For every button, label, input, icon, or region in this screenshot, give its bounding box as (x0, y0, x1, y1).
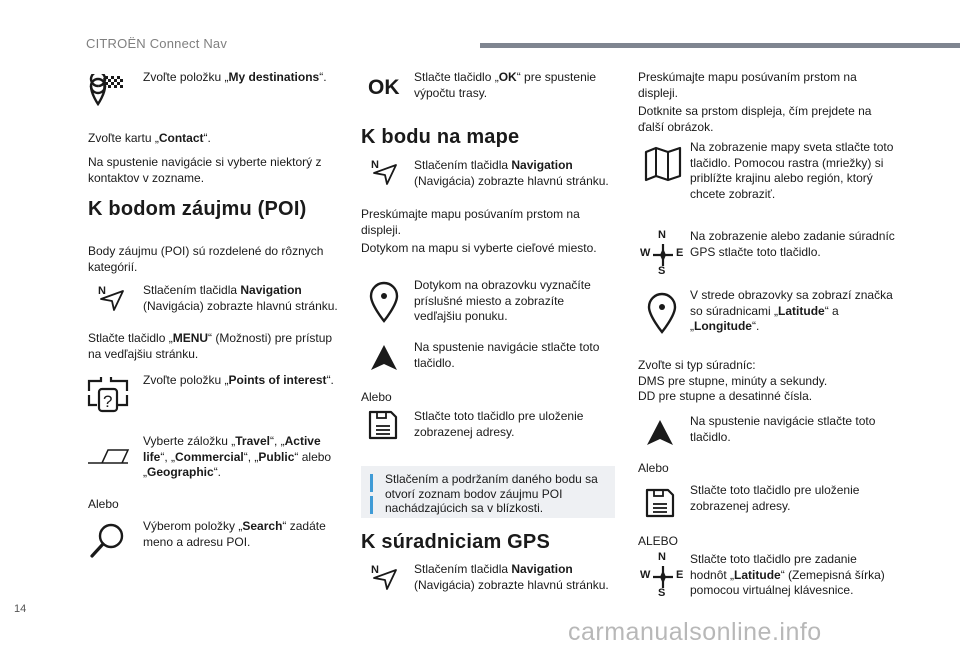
text-alebo-1: Alebo (88, 497, 119, 511)
text-navigation-button: Stlačením tlačidla Navigation (Navigácia) zobrazte hlavnú stránku. (143, 283, 338, 313)
text-navigation-button-2: Stlačením tlačidla Navigation (Navigácia) zobrazte hlavnú stránku. (414, 158, 609, 188)
compass-s-label: S (658, 265, 666, 277)
gps-compass-icon (640, 229, 686, 278)
text-save-address: Stlačte toto tlačidlo pre uloženie zobrazenej adresy. (414, 409, 584, 439)
svg-text:N: N (371, 564, 379, 576)
start-navigation-icon (369, 343, 399, 373)
info-note-marker (370, 496, 373, 514)
info-note-marker (370, 474, 373, 492)
text-start-navigation-2: Na spustenie navigácie stlačte toto tlačidlo. (690, 414, 876, 444)
tab-bar-icon (88, 446, 130, 466)
compass-s-label: S (658, 587, 666, 599)
world-map-icon (644, 146, 682, 182)
text-menu-button: Stlačte tlačidlo „MENU“ (Možnosti) pre prístup na vedľajšiu stránku. (88, 331, 333, 361)
svg-text:N: N (371, 159, 379, 171)
text-touch-next-image: Dotknite sa prstom displeja, čím prejdete na ďalší obrázok. (638, 104, 872, 134)
text-coordinate-type: Zvoľte si typ súradníc: DMS pre stupne, minúty a sekundy. DD pre stupne a desatinné čísla. (638, 358, 828, 403)
compass-e-label: E (676, 247, 684, 259)
text-alebo-3: Alebo (638, 461, 669, 475)
text-my-destinations: Zvoľte položku „My destinations“. (143, 70, 327, 84)
ok-button-icon: OK (368, 76, 400, 99)
text-explore-map: Preskúmajte mapu posúvaním prstom na displeji. (361, 207, 580, 237)
navigation-arrow-icon (97, 283, 125, 311)
text-world-map: Na zobrazenie mapy sveta stlačte toto tlačidlo. Pomocou rastra (mriežky) si priblížte krajinu alebo región, ktorý chcete zobraziť. (690, 140, 894, 201)
text-alebo-2: Alebo (361, 390, 392, 404)
watermark: carmanualsonline.info (568, 618, 822, 646)
navigation-arrow-icon (370, 562, 398, 590)
text-contact-tab: Zvoľte kartu „Contact“. (88, 131, 211, 145)
text-alebo-4: ALEBO (638, 534, 679, 548)
text-start-navigation: Na spustenie navigácie stlačte toto tlačidlo. (414, 340, 600, 370)
save-address-icon (367, 409, 399, 441)
text-points-of-interest: Zvoľte položku „Points of interest“. (143, 373, 334, 387)
text-poi-categories: Body záujmu (POI) sú rozdelené do rôznych kategórií. (88, 244, 324, 274)
svg-text:?: ? (103, 392, 113, 411)
compass-e-label: E (676, 569, 684, 581)
text-ok-button: Stlačte tlačidlo „OK“ pre spustenie výpočtu trasy. (414, 70, 597, 100)
text-save-address-2: Stlačte toto tlačidlo pre uloženie zobrazenej adresy. (690, 483, 860, 513)
compass-n-label: N (658, 551, 666, 563)
text-gps-coordinates: Na zobrazenie alebo zadanie súradníc GPS stlačte toto tlačidlo. (690, 229, 895, 259)
info-note-text: Stlačením a podržaním daného bodu sa otvorí zoznam bodov záujmu POI nachádzajúcich sa v blízkosti. (385, 472, 598, 515)
compass-w-label: W (640, 569, 651, 581)
header-bar (480, 43, 960, 48)
text-mark-location: Dotykom na obrazovku vyznačíte príslušné miesto a zobrazíte vedľajšiu ponuku. (414, 278, 591, 323)
location-pin-icon (645, 292, 679, 334)
navigation-arrow-icon (370, 157, 398, 185)
destination-flag-icon (88, 74, 126, 110)
page-number: 14 (14, 603, 27, 615)
text-select-tab: Vyberte záložku „Travel“, „Active life“, „Commercial“, „Public“ alebo „Geographic“. (143, 434, 332, 479)
text-select-contact: Na spustenie navigácie si vyberte niektorý z kontaktov v zozname. (88, 155, 322, 185)
start-navigation-icon (645, 418, 675, 448)
svg-text:N: N (98, 285, 106, 297)
compass-w-label: W (640, 247, 651, 259)
header-title: CITROËN Connect Nav (86, 36, 228, 51)
text-virtual-keyboard: Stlačte toto tlačidlo pre zadanie hodnôt „Latitude“ (Zemepisná šírka) pomocou virtuálnej klávesnice. (690, 552, 885, 597)
text-search: Výberom položky „Search“ zadáte meno a adresu POI. (143, 519, 326, 549)
text-explore-map-2: Preskúmajte mapu posúvaním prstom na displeji. (638, 70, 857, 100)
text-touch-map: Dotykom na mapu si vyberte cieľové miesto. (361, 241, 597, 255)
search-icon (88, 521, 128, 561)
heading-gps: K súradniciam GPS (361, 531, 551, 553)
heading-map-point: K bodu na mape (361, 126, 520, 148)
text-navigation-button-3: Stlačením tlačidla Navigation (Navigácia) zobrazte hlavnú stránku. (414, 562, 609, 592)
compass-n-label: N (658, 229, 666, 241)
points-of-interest-icon (87, 373, 129, 413)
location-pin-icon (367, 281, 401, 323)
text-latitude-longitude: V strede obrazovky sa zobrazí značka so súradnicami „Latitude“ a „Longitude“. (690, 288, 893, 333)
heading-poi: K bodom záujmu (POI) (88, 198, 307, 220)
gps-compass-icon (640, 551, 686, 600)
save-address-icon (644, 487, 676, 519)
